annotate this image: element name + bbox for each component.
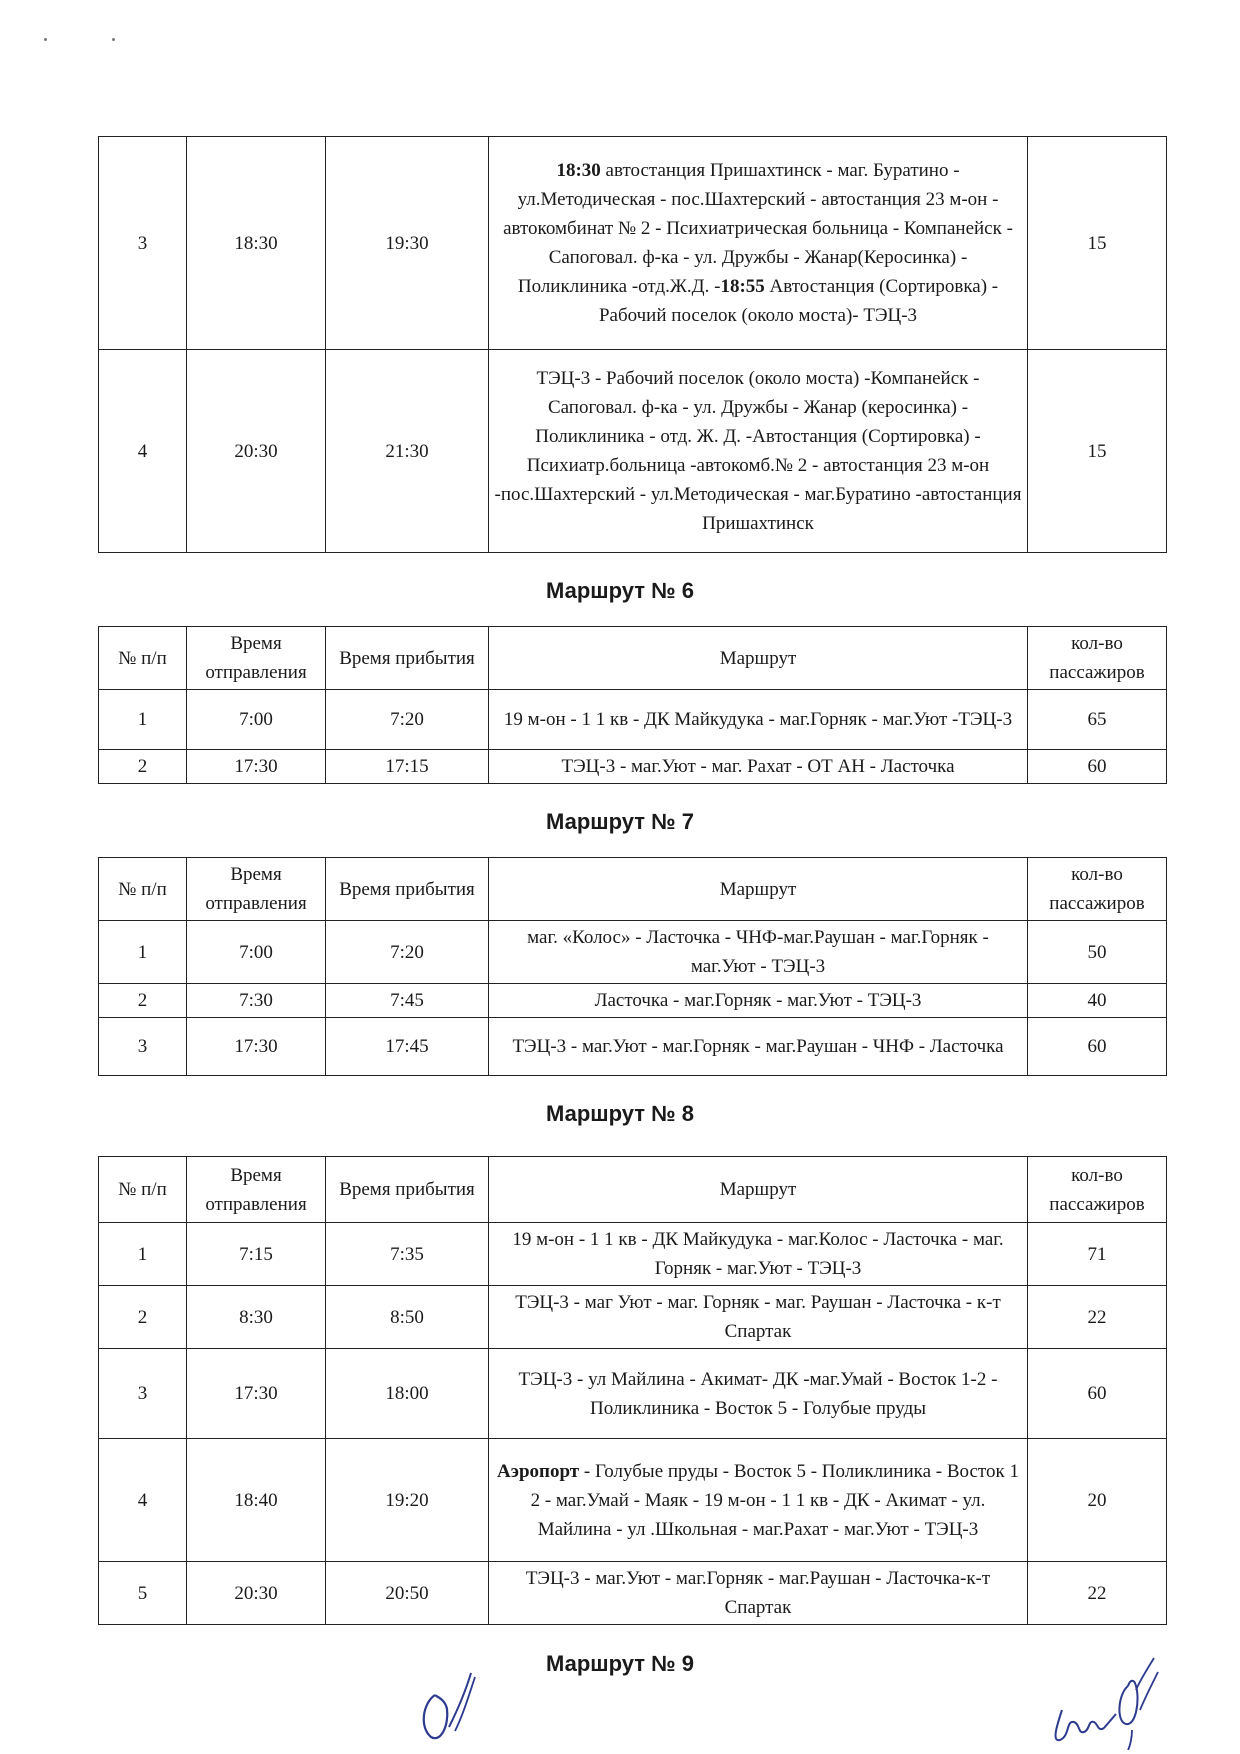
route-description: ТЭЦ-3 - ул Майлина - Акимат- ДК -маг.Умай - Восток 1-2 - Поликлиника - Восток 5 - Голубые пруды [489, 1349, 1028, 1439]
arrival-time: 17:45 [326, 1018, 489, 1076]
header-number: № п/п [99, 627, 187, 690]
passenger-count: 60 [1028, 750, 1167, 784]
header-passengers: кол-во пассажиров [1028, 858, 1167, 921]
route-6-title: Маршрут № 6 [545, 578, 695, 603]
header-departure: Время отправления [187, 627, 326, 690]
header-route: Маршрут [489, 627, 1028, 690]
row-number: 3 [99, 1349, 187, 1439]
header-number: № п/п [99, 1157, 187, 1223]
table-row [99, 137, 1167, 350]
table-row [99, 1286, 1167, 1349]
row-number: 2 [99, 1286, 187, 1349]
table-row [99, 1562, 1167, 1625]
header-route: Маршрут [489, 858, 1028, 921]
passenger-count: 50 [1028, 921, 1167, 984]
header-arrival: Время прибытия [326, 627, 489, 690]
header-arrival: Время прибытия [326, 1157, 489, 1223]
route-stop-bold: Аэропорт [497, 1460, 580, 1482]
arrival-time: 19:30 [326, 137, 489, 350]
row-number: 2 [99, 750, 187, 784]
departure-time: 20:30 [187, 1562, 326, 1625]
route-8-table [98, 1156, 1167, 1625]
route-description: ТЭЦ-3 - маг Уют - маг. Горняк - маг. Раушан - Ласточка - к-т Спартак [489, 1286, 1028, 1349]
departure-time: 18:40 [187, 1439, 326, 1562]
table-row [99, 1439, 1167, 1562]
table-row [99, 750, 1167, 784]
route-text: автостанция Пришахтинск - маг. Буратино - ул.Методическая - пос.Шахтерский - автостанция 23 м-он - автокомбинат № 2 - Психиатрическая больница - Компанейск - Сапоговал. ф-ка - ул. Дружбы - Жанар(Керосинка) - Поликлиника -отд.Ж.Д. - [503, 160, 1013, 297]
header-passengers: кол-во пассажиров [1028, 627, 1167, 690]
passenger-count: 15 [1028, 350, 1167, 553]
departure-time: 8:30 [187, 1286, 326, 1349]
passenger-count: 71 [1028, 1223, 1167, 1286]
departure-time: 7:15 [187, 1223, 326, 1286]
arrival-time: 21:30 [326, 350, 489, 553]
header-route: Маршрут [489, 1157, 1028, 1223]
route-description: ТЭЦ-3 - маг.Уют - маг.Горняк - маг.Раушан - Ласточка-к-т Спартак [489, 1562, 1028, 1625]
passenger-count: 65 [1028, 690, 1167, 750]
row-number: 4 [99, 1439, 187, 1562]
passenger-count: 15 [1028, 137, 1167, 350]
table-header-row [99, 1157, 1167, 1223]
departure-time: 20:30 [187, 350, 326, 553]
route-text: Автостанция (Сортировка) - Рабочий поселок (около моста)- ТЭЦ-3 [598, 276, 999, 326]
route-description: ТЭЦ-3 - маг.Уют - маг.Горняк - маг.Раушан - ЧНФ - Ласточка [489, 1018, 1028, 1076]
departure-time: 17:30 [187, 750, 326, 784]
passenger-count: 22 [1028, 1562, 1167, 1625]
table-row [99, 1223, 1167, 1286]
arrival-time: 19:20 [326, 1439, 489, 1562]
route-6-table [98, 626, 1167, 784]
route-description: маг. «Колос» - Ласточка - ЧНФ-маг.Раушан - маг.Горняк - маг.Уют - ТЭЦ-3 [489, 921, 1028, 984]
passenger-count: 22 [1028, 1286, 1167, 1349]
arrival-time: 7:20 [326, 921, 489, 984]
header-number: № п/п [99, 858, 187, 921]
row-number: 1 [99, 921, 187, 984]
table-row [99, 690, 1167, 750]
scan-speck [112, 38, 115, 41]
route-text: - Голубые пруды - Восток 5 - Поликлиника - Восток 1 2 - маг.Умай - Маяк - 19 м-он - 1 1 кв - ДК - Акимат - ул. Майлина - ул .Школьная - маг.Рахат - маг.Уют - ТЭЦ-3 [530, 1460, 1019, 1540]
departure-time: 17:30 [187, 1018, 326, 1076]
passenger-count: 20 [1028, 1439, 1167, 1562]
route-time-bold: 18:55 [720, 276, 765, 297]
arrival-time: 7:45 [326, 984, 489, 1018]
table-row [99, 984, 1167, 1018]
row-number: 1 [99, 690, 187, 750]
continuation-table [98, 136, 1167, 553]
passenger-count: 60 [1028, 1349, 1167, 1439]
row-number: 3 [99, 137, 187, 350]
table-row [99, 921, 1167, 984]
row-number: 3 [99, 1018, 187, 1076]
scan-speck [44, 38, 47, 41]
route-description: 19 м-он - 1 1 кв - ДК Майкудука - маг.Колос - Ласточка - маг. Горняк - маг.Уют - ТЭЦ-3 [489, 1223, 1028, 1286]
route-8-title: Маршрут № 8 [545, 1101, 695, 1126]
table-header-row [99, 627, 1167, 690]
row-number: 4 [99, 350, 187, 553]
route-9-title: Маршрут № 9 [545, 1651, 695, 1676]
row-number: 2 [99, 984, 187, 1018]
passenger-count: 40 [1028, 984, 1167, 1018]
route-description: 19 м-он - 1 1 кв - ДК Майкудука - маг.Горняк - маг.Уют -ТЭЦ-3 [489, 690, 1028, 750]
header-departure: Время отправления [187, 858, 326, 921]
route-7-table [98, 857, 1167, 1076]
route-description: Ласточка - маг.Горняк - маг.Уют - ТЭЦ-3 [489, 984, 1028, 1018]
route-description: ТЭЦ-3 - Рабочий поселок (около моста) -Компанейск - Сапоговал. ф-ка - ул. Дружбы - Жанар (керосинка) - Поликлиника - отд. Ж. Д. -Автостанция (Сортировка) - Психиатр.больница -автокомб.№ 2 - автостанция 23 м-он -пос.Шахтерский - ул.Методическая - маг.Буратино -автостанция Пришахтинск [489, 350, 1028, 553]
route-description [489, 137, 1028, 350]
row-number: 5 [99, 1562, 187, 1625]
arrival-time: 20:50 [326, 1562, 489, 1625]
route-description: ТЭЦ-3 - маг.Уют - маг. Рахат - ОТ АН - Ласточка [489, 750, 1028, 784]
arrival-time: 8:50 [326, 1286, 489, 1349]
header-arrival: Время прибытия [326, 858, 489, 921]
departure-time: 7:30 [187, 984, 326, 1018]
passenger-count: 60 [1028, 1018, 1167, 1076]
table-header-row [99, 858, 1167, 921]
table-row [99, 1349, 1167, 1439]
departure-time: 7:00 [187, 690, 326, 750]
handwritten-signature-left [405, 1665, 485, 1745]
arrival-time: 17:15 [326, 750, 489, 784]
header-passengers: кол-во пассажиров [1028, 1157, 1167, 1223]
header-departure: Время отправления [187, 1157, 326, 1223]
departure-time: 18:30 [187, 137, 326, 350]
departure-time: 17:30 [187, 1349, 326, 1439]
table-row [99, 350, 1167, 553]
route-time-bold: 18:30 [556, 160, 601, 181]
arrival-time: 7:20 [326, 690, 489, 750]
route-7-title: Маршрут № 7 [545, 809, 695, 834]
arrival-time: 7:35 [326, 1223, 489, 1286]
table-row [99, 1018, 1167, 1076]
route-description [489, 1439, 1028, 1562]
departure-time: 7:00 [187, 921, 326, 984]
handwritten-signature-right [1040, 1650, 1170, 1750]
arrival-time: 18:00 [326, 1349, 489, 1439]
row-number: 1 [99, 1223, 187, 1286]
